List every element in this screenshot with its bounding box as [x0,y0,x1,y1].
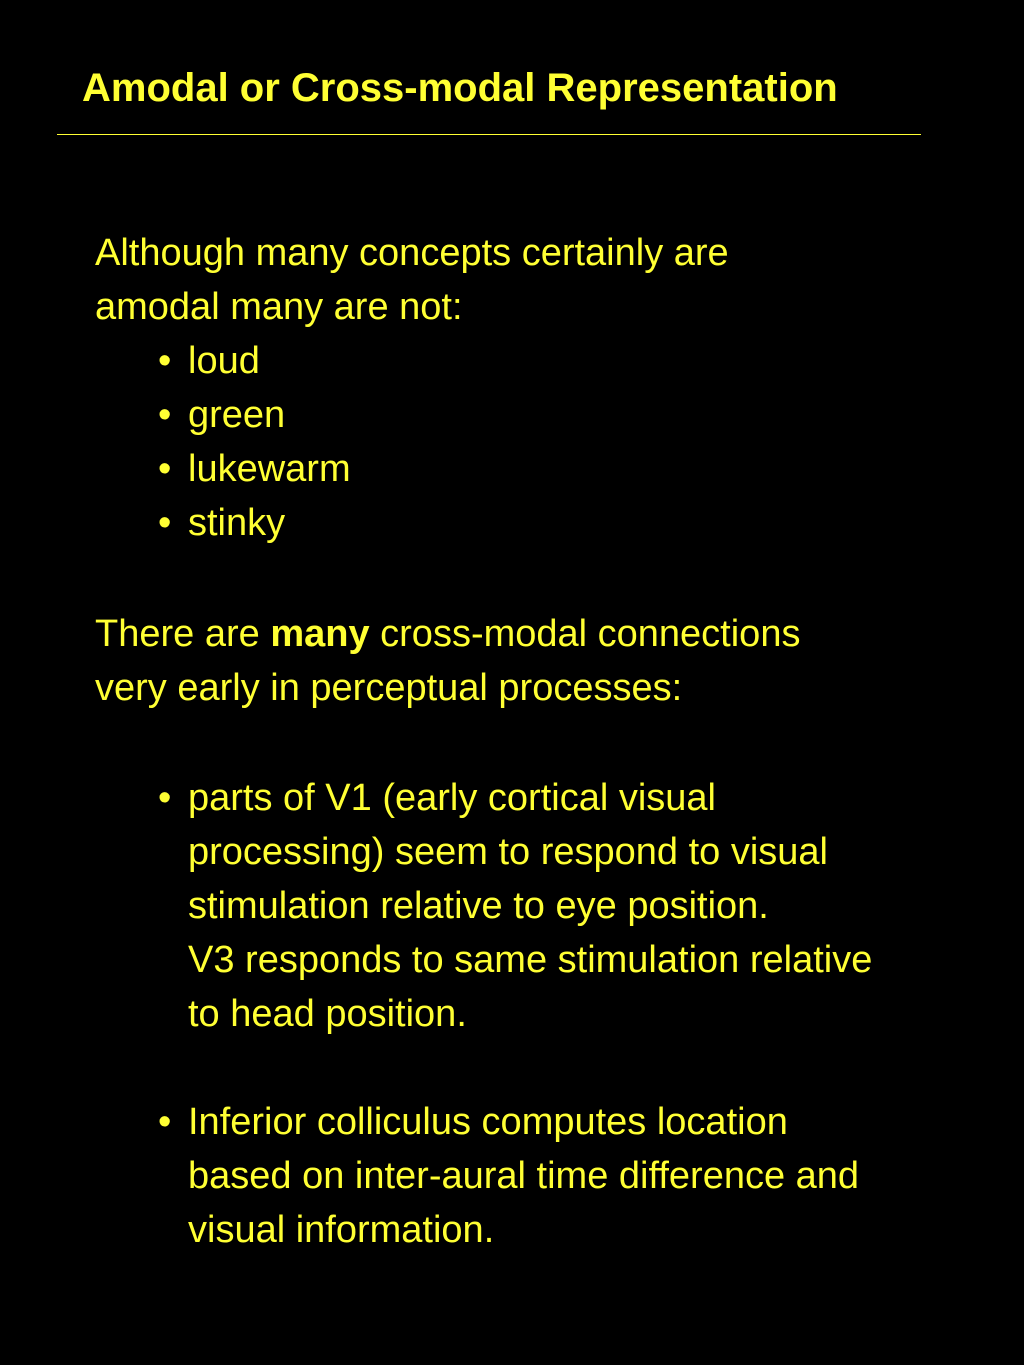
list-item-line: V3 responds to same stimulation relative [188,939,873,981]
list-item [158,1095,1018,1257]
connections-pre: There are [95,613,271,655]
list-item [158,334,351,388]
list-item-label: green [188,394,286,436]
list-item-label: stinky [188,502,286,544]
list-item [158,442,351,496]
intro-line-2: amodal many are not: [95,286,463,328]
list-item [158,771,1018,1041]
list-item-line: visual information. [188,1209,495,1251]
list-item-line: based on inter-aural time difference and [188,1155,860,1197]
list-item-line: to head position. [188,993,467,1035]
connections-line-2: very early in perceptual processes: [95,667,683,709]
list-item [158,388,351,442]
connections-paragraph [95,607,800,715]
title-divider [57,134,921,135]
list-item-line: parts of V1 (early cortical visual [188,777,716,819]
slide-title: Amodal or Cross-modal Representation [82,66,838,110]
bullet-icon: • [158,777,172,819]
intro-paragraph [95,226,729,334]
bullet-icon: • [158,448,172,490]
bullet-icon: • [158,340,172,382]
bullet-icon: • [158,502,172,544]
connections-emphasis: many [270,613,370,655]
intro-line-1: Although many concepts certainly are [95,232,729,274]
connections-line-1 [95,607,800,661]
bullet-icon: • [158,394,172,436]
list-item-label: lukewarm [188,448,351,490]
list-item [158,496,351,550]
connections-post: cross-modal connections [369,613,801,655]
list-item-label: loud [188,340,260,382]
non-amodal-list [158,334,351,550]
bullet-icon: • [158,1101,172,1143]
cross-modal-examples-list [158,771,1018,1257]
list-item-line: stimulation relative to eye position. [188,885,769,927]
list-item-line: processing) seem to respond to visual [188,831,828,873]
list-item-line: Inferior colliculus computes location [188,1101,788,1143]
